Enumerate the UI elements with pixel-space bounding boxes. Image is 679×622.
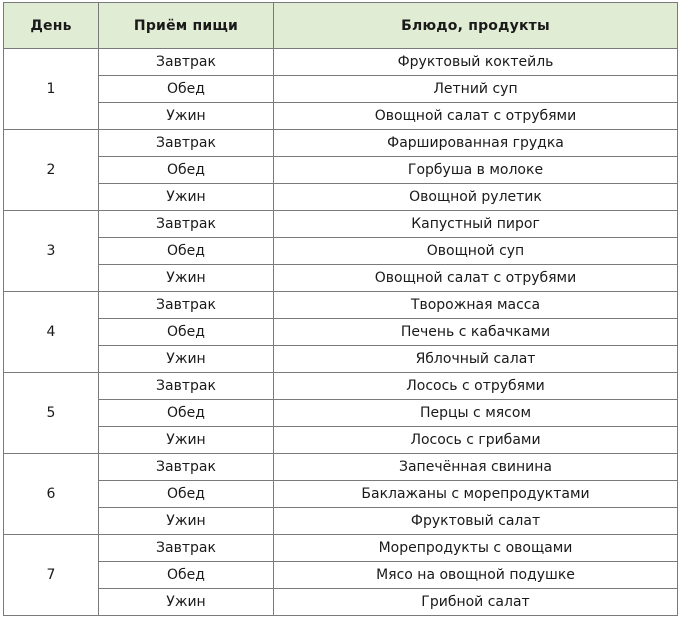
table-row — [4, 508, 678, 535]
meal-cell: Завтрак — [99, 535, 274, 562]
table-row — [4, 265, 678, 292]
day-number-cell: 2 — [4, 130, 99, 211]
header-row — [4, 3, 678, 49]
meal-cell: Обед — [99, 76, 274, 103]
dish-cell: Фаршированная грудка — [274, 130, 678, 157]
dish-cell: Баклажаны с морепродуктами — [274, 481, 678, 508]
dish-cell: Фруктовый салат — [274, 508, 678, 535]
table-row — [4, 49, 678, 76]
day-number-cell: 3 — [4, 211, 99, 292]
day-number-cell: 7 — [4, 535, 99, 616]
table-row — [4, 184, 678, 211]
meal-cell: Завтрак — [99, 211, 274, 238]
dish-cell: Овощной рулетик — [274, 184, 678, 211]
dish-cell: Морепродукты с овощами — [274, 535, 678, 562]
day-number-cell: 4 — [4, 292, 99, 373]
dish-cell: Перцы с мясом — [274, 400, 678, 427]
meal-cell: Обед — [99, 562, 274, 589]
dish-cell: Запечённая свинина — [274, 454, 678, 481]
dish-cell: Творожная масса — [274, 292, 678, 319]
meal-cell: Обед — [99, 238, 274, 265]
table-row — [4, 562, 678, 589]
meal-cell: Завтрак — [99, 454, 274, 481]
meal-cell: Обед — [99, 319, 274, 346]
meal-cell: Ужин — [99, 103, 274, 130]
table-row — [4, 103, 678, 130]
dish-cell: Летний суп — [274, 76, 678, 103]
meal-cell: Ужин — [99, 508, 274, 535]
meal-cell: Завтрак — [99, 49, 274, 76]
table-row — [4, 454, 678, 481]
dish-cell: Овощной салат с отрубями — [274, 103, 678, 130]
dish-column-header: Блюдо, продукты — [274, 3, 678, 49]
table-row — [4, 319, 678, 346]
table-row — [4, 589, 678, 616]
dish-cell: Овощной суп — [274, 238, 678, 265]
table-row — [4, 400, 678, 427]
table-row — [4, 76, 678, 103]
meal-cell: Ужин — [99, 346, 274, 373]
dish-cell: Капустный пирог — [274, 211, 678, 238]
meal-cell: Обед — [99, 400, 274, 427]
meal-cell: Обед — [99, 157, 274, 184]
meal-plan-table — [3, 2, 678, 616]
dish-cell: Горбуша в молоке — [274, 157, 678, 184]
meal-cell: Обед — [99, 481, 274, 508]
table-row — [4, 238, 678, 265]
table-row — [4, 346, 678, 373]
dish-cell: Овощной салат с отрубями — [274, 265, 678, 292]
table-row — [4, 481, 678, 508]
meal-cell: Завтрак — [99, 130, 274, 157]
day-column-header: День — [4, 3, 99, 49]
table-row — [4, 292, 678, 319]
dish-cell: Лосось с грибами — [274, 427, 678, 454]
day-number-cell: 5 — [4, 373, 99, 454]
day-number-cell: 6 — [4, 454, 99, 535]
table-row — [4, 373, 678, 400]
table-row — [4, 157, 678, 184]
meal-cell: Ужин — [99, 184, 274, 211]
table-row — [4, 535, 678, 562]
table-row — [4, 427, 678, 454]
meal-cell: Завтрак — [99, 292, 274, 319]
meal-cell: Ужин — [99, 265, 274, 292]
meal-cell: Ужин — [99, 589, 274, 616]
dish-cell: Яблочный салат — [274, 346, 678, 373]
table-row — [4, 130, 678, 157]
dish-cell: Печень с кабачками — [274, 319, 678, 346]
meal-cell: Ужин — [99, 427, 274, 454]
dish-cell: Лосось с отрубями — [274, 373, 678, 400]
table-row — [4, 211, 678, 238]
dish-cell: Фруктовый коктейль — [274, 49, 678, 76]
dish-cell: Грибной салат — [274, 589, 678, 616]
dish-cell: Мясо на овощной подушке — [274, 562, 678, 589]
meal-cell: Завтрак — [99, 373, 274, 400]
day-number-cell: 1 — [4, 49, 99, 130]
meal-column-header: Приём пищи — [99, 3, 274, 49]
